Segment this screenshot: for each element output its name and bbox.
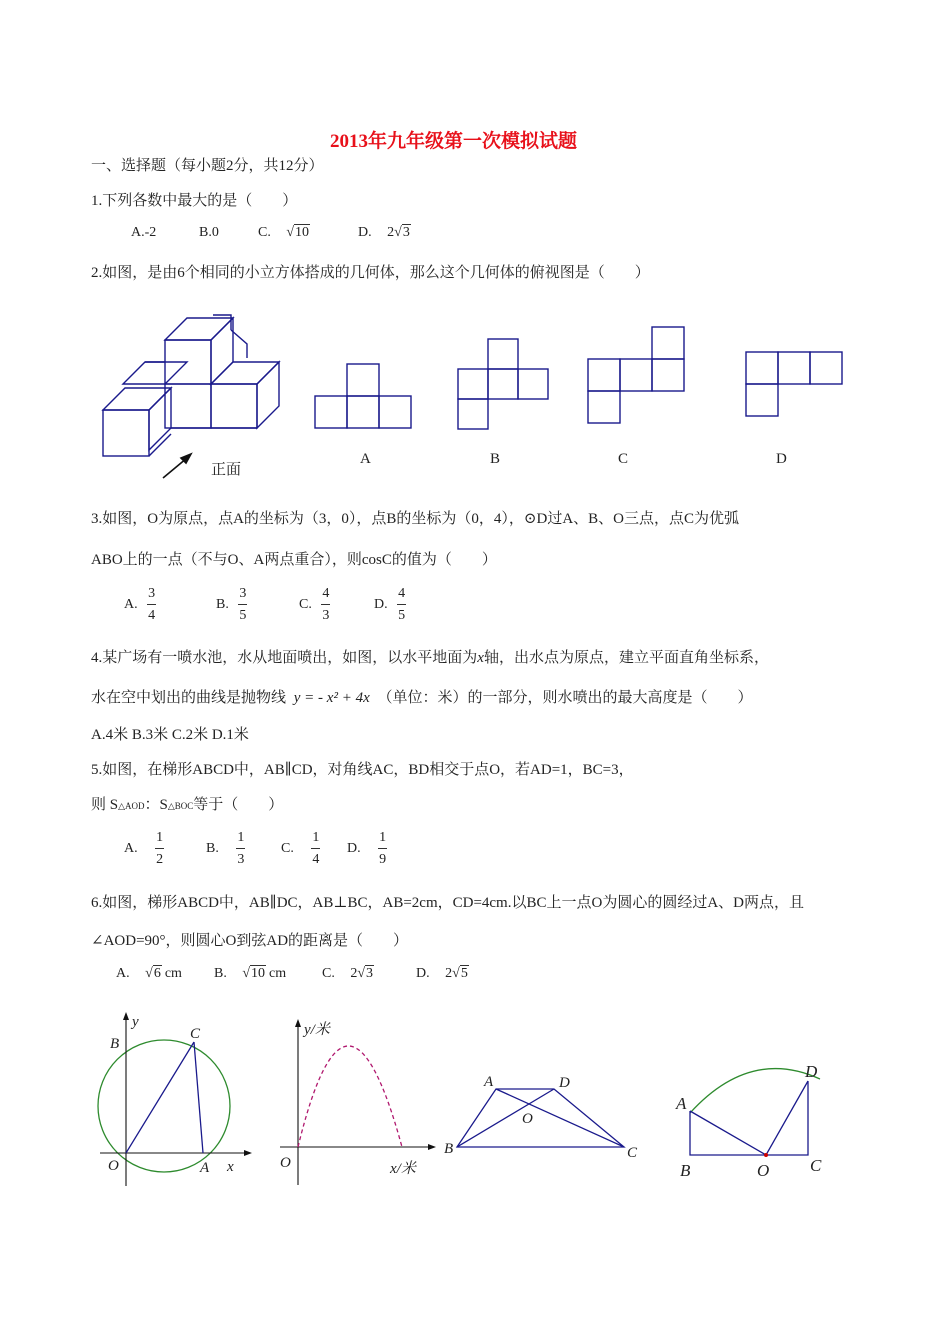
q5-line2-sub2: △BOC [167, 801, 194, 811]
q6-option-c-coef: 2 [350, 966, 358, 981]
q6-label-b: B [680, 1161, 691, 1180]
q3-label-c: C [190, 1026, 201, 1042]
q3-label-o: O [108, 1158, 119, 1174]
q5-option-a-den: 2 [156, 852, 164, 867]
q3-option-d [374, 586, 406, 624]
q4-line2 [91, 686, 753, 707]
q4-line1-a: 4.某广场有一喷水池，水从地面喷出，如图，以水平地面为 [91, 650, 478, 666]
q1-option-d: D. 2√3 [358, 225, 410, 240]
page-title: 2013年九年级第一次模拟试题 [330, 131, 578, 152]
q6-option-a-unit: cm [164, 966, 182, 981]
q3-label-b: B [110, 1036, 120, 1052]
q6-arc-figure [670, 1055, 840, 1185]
q1-option-d-label: D. [358, 225, 372, 240]
q5-option-c-label: C. [281, 841, 294, 857]
q2-option-c-figure [586, 325, 690, 472]
q2-option-d-figure [744, 350, 848, 472]
q3-option-a [124, 586, 156, 624]
q1-option-d-coef: 2 [387, 225, 395, 240]
q5-label-b: B [444, 1141, 454, 1157]
q4-label-x: x/米 [390, 1161, 416, 1177]
q5-option-a-num: 1 [155, 830, 164, 849]
q5-option-a [124, 830, 164, 868]
q4-label-y: y/米 [304, 1022, 330, 1038]
q2-solid-figure [95, 310, 295, 485]
q2-option-a-label: A [360, 451, 371, 467]
q3-option-a-num: 3 [147, 586, 156, 605]
q6-option-c-label: C. [322, 966, 335, 981]
q2-front-label: 正面 [211, 462, 242, 478]
section-heading: 一、选择题（每小题2分，共12分） [91, 158, 324, 174]
q4-line1-b: 轴，出水点为原点，建立平面直角坐标系， [483, 650, 769, 666]
q6-label-a: A [676, 1094, 687, 1113]
q4-line1-x: x [477, 650, 484, 666]
q3-circle-figure [90, 1008, 260, 1193]
q6-option-b-label: B. [214, 966, 227, 981]
q5-option-d-label: D. [347, 841, 361, 857]
q6-option-b: B. √10 cm [214, 966, 287, 981]
q6-label-o: O [757, 1161, 770, 1180]
q5-option-b-num: 1 [236, 830, 245, 849]
q5-option-d [347, 830, 387, 868]
q2-stem: 2.如图，是由6个相同的小立方体搭成的几何体，那么这个几何体的俯视图是（ ） [91, 265, 650, 281]
q3-option-b-den: 5 [239, 608, 247, 623]
q5-line2-b: ：S [144, 797, 168, 813]
q6-option-d-label: D. [416, 966, 430, 981]
q3-option-b [216, 586, 247, 624]
q5-line2 [91, 793, 283, 814]
q4-label-o: O [280, 1155, 291, 1171]
q1-option-c: C. √10 [258, 225, 310, 240]
q6-label-d: D [805, 1062, 818, 1081]
q6-option-c: C. 2√3 [322, 966, 374, 981]
q6-option-b-unit: cm [269, 966, 287, 981]
q5-option-c [281, 830, 320, 868]
q5-option-d-num: 1 [378, 830, 387, 849]
q3-label-x: x [227, 1159, 234, 1175]
q3-option-a-label: A. [124, 597, 138, 613]
q3-option-c [299, 586, 330, 624]
q2-option-b-label: B [490, 451, 501, 467]
q3-option-c-num: 4 [321, 586, 330, 605]
q3-option-c-label: C. [299, 597, 312, 613]
q2-option-b-figure [456, 337, 552, 472]
q3-option-d-den: 5 [398, 608, 406, 623]
q5-option-b-den: 3 [237, 852, 245, 867]
q5-option-c-num: 1 [311, 830, 320, 849]
q5-option-b [206, 830, 245, 868]
q4-line1 [91, 646, 769, 667]
q3-label-y: y [132, 1014, 139, 1030]
q4-options: A.4米 B.3米 C.2米 D.1米 [91, 727, 249, 743]
q1-option-b: B.0 [199, 225, 219, 240]
q4-parabola-figure [272, 1015, 442, 1190]
q5-label-a: A [484, 1074, 494, 1090]
q5-label-c: C [627, 1145, 638, 1161]
q5-option-c-den: 4 [312, 852, 320, 867]
q5-label-o: O [522, 1111, 533, 1127]
q2-option-d-label: D [776, 451, 787, 467]
q6-option-c-radicand: 3 [366, 966, 374, 981]
q2-option-a-figure [313, 362, 413, 472]
q3-option-a-den: 4 [148, 608, 156, 623]
q5-line1: 5.如图，在梯形ABCD中，AB∥CD，对角线AC，BD相交于点O，若AD=1，BC=3， [91, 762, 634, 778]
q3-option-d-num: 4 [397, 586, 406, 605]
q4-line2-a: 水在空中划出的曲线是抛物线 [91, 690, 287, 706]
q1-stem: 1.下列各数中最大的是（ ） [91, 193, 298, 209]
q6-option-a: A. √6 cm [116, 966, 182, 981]
q1-option-c-label: C. [258, 225, 271, 240]
q6-label-c: C [810, 1156, 822, 1175]
q3-option-b-num: 3 [238, 586, 247, 605]
q5-trapezoid-figure [440, 1065, 650, 1170]
q5-line2-sub1: △AOD [118, 801, 145, 811]
q6-option-a-label: A. [116, 966, 130, 981]
q6-option-d-radicand: 5 [460, 966, 468, 981]
q5-option-d-den: 9 [379, 852, 387, 867]
q3-option-b-label: B. [216, 597, 229, 613]
q3-label-a: A [200, 1160, 210, 1176]
q6-option-b-radicand: 10 [251, 966, 266, 981]
q3-option-c-den: 3 [322, 608, 330, 623]
q6-option-d-coef: 2 [445, 966, 453, 981]
q5-line2-a: 则 S [91, 797, 119, 813]
q6-option-a-radicand: 6 [153, 966, 161, 981]
q4-formula: y = - x² + 4x [293, 690, 370, 706]
q6-line1: 6.如图，梯形ABCD中，AB∥DC，AB⊥BC，AB=2cm，CD=4cm.以BC上一点O为圆心的圆经过A、D两点，且 [91, 895, 804, 911]
q1-option-c-radicand: 10 [295, 225, 310, 240]
q5-option-a-label: A. [124, 841, 138, 857]
q3-line2: ABO上的一点（不与O、A两点重合），则cosC的值为（ ） [91, 552, 497, 568]
q5-option-b-label: B. [206, 841, 219, 857]
q6-line2: ∠AOD=90°，则圆心O到弦AD的距离是（ ） [91, 933, 409, 949]
q1-option-a: A.-2 [131, 225, 157, 240]
q4-line2-b: （单位：米）的一部分，则水喷出的最大高度是（ ） [377, 690, 753, 706]
q3-option-d-label: D. [374, 597, 388, 613]
q5-label-d: D [559, 1075, 570, 1091]
q2-option-c-label: C [618, 451, 629, 467]
q5-line2-c: 等于（ ） [193, 797, 284, 813]
q1-option-d-radicand: 3 [402, 225, 410, 240]
q3-line1: 3.如图，O为原点，点A的坐标为（3，0），点B的坐标为（0，4），⊙D过A、B、O三点，点C为优弧 [91, 511, 739, 527]
q6-option-d: D. 2√5 [416, 966, 468, 981]
